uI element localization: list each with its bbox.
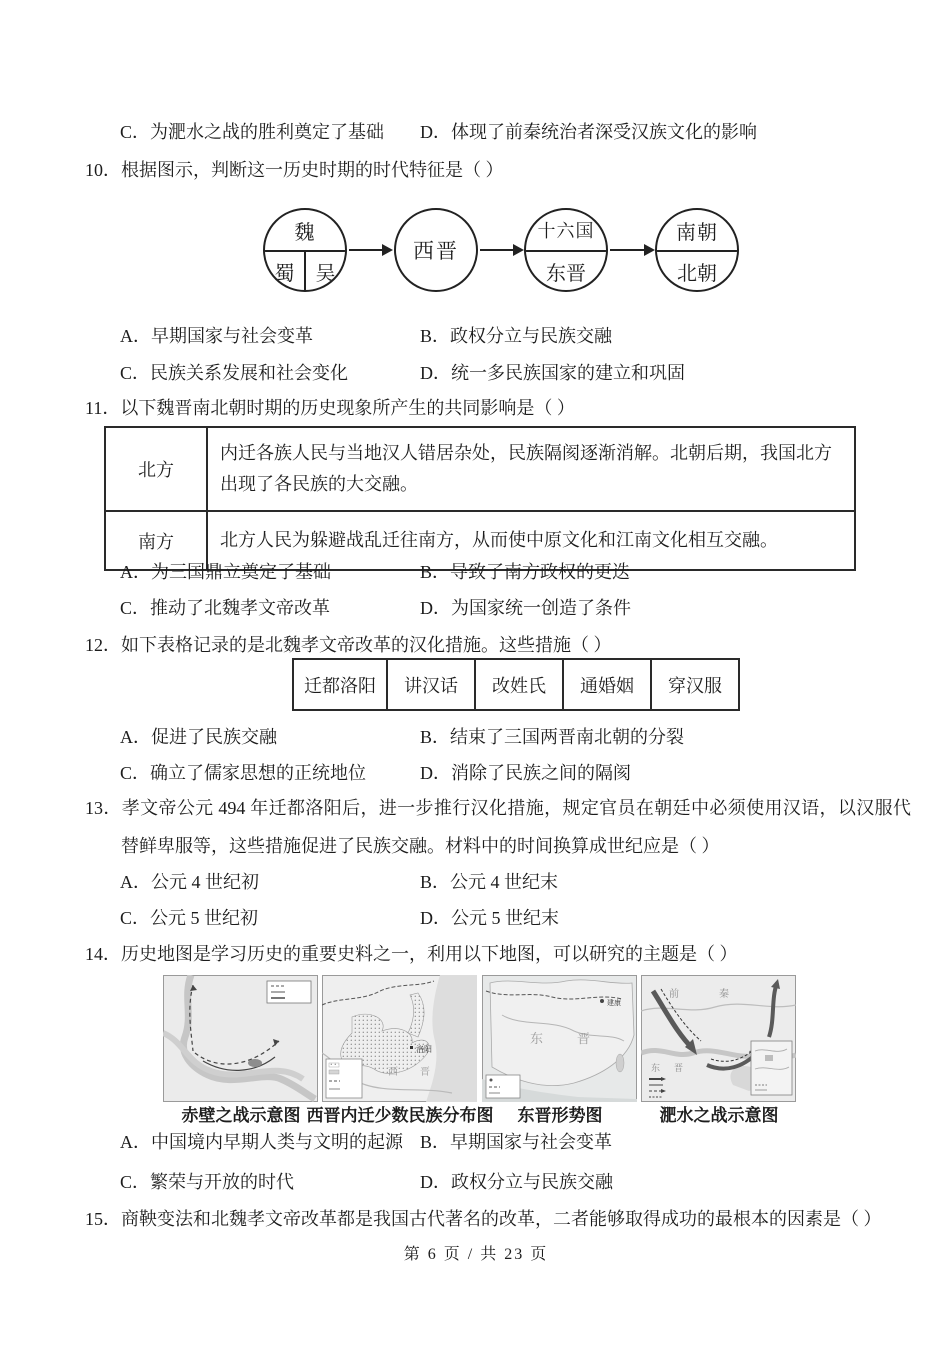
map-caption-chibi: 赤壁之战示意图 [181, 1106, 301, 1125]
question14-option-d: D．政权分立与民族交融 [420, 1172, 613, 1192]
question14-option-a: A．中国境内早期人类与文明的起源 [120, 1132, 403, 1152]
question10-option-a: A．早期国家与社会变革 [120, 326, 313, 346]
map-chibi-battle [163, 975, 318, 1102]
map-legend [267, 981, 311, 1003]
dynasty-flow-diagram [263, 208, 749, 292]
question14-stem: 14．历史地图是学习历史的重要史料之一，利用以下地图，可以研究的主题是（ ） [85, 944, 738, 964]
map-western-jin-migration [322, 975, 477, 1102]
question10-stem: 10．根据图示，判断这一历史时期的时代特征是（ ） [85, 160, 504, 180]
measure-cell: 通婚姻 [563, 659, 651, 710]
era-node-sixteen-kingdoms [524, 208, 608, 292]
era-label-wei: 魏 [294, 221, 316, 244]
era-label-wu: 吴 [315, 262, 336, 285]
question14-option-b: B．早期国家与社会变革 [420, 1132, 613, 1152]
north-south-table [104, 426, 856, 571]
map-legend [326, 1059, 362, 1098]
question13-options-row-1 [120, 868, 880, 894]
question11-option-b: B．导致了南方政权的更迭 [420, 562, 631, 582]
map-caption-eastern-jin: 东晋形势图 [517, 1106, 603, 1125]
question12-option-d: D．消除了民族之间的隔阂 [420, 763, 631, 783]
question9-option-c: C．为淝水之战的胜利奠定了基础 [120, 122, 385, 142]
question10-option-b: B．政权分立与民族交融 [420, 326, 613, 346]
question13-options-row-2 [120, 904, 880, 930]
flow-arrow-icon [480, 249, 514, 251]
north-row-text: 内迁各族人民与当地汉人错居杂处，民族隔阂逐渐消解。北朝后期，我国北方出现了各民族的大交融。 [207, 427, 855, 511]
map-label-luoyang: 洛阳 [416, 1045, 432, 1054]
table-row [293, 659, 739, 710]
question13-option-d: D．公元 5 世纪末 [420, 908, 559, 928]
question14-options-row-2 [120, 1168, 880, 1194]
question11-option-d: D．为国家统一创造了条件 [420, 598, 631, 618]
measure-cell: 穿汉服 [651, 659, 739, 710]
question10-option-c: C．民族关系发展和社会变化 [120, 363, 349, 383]
measure-cell: 讲汉话 [387, 659, 475, 710]
flow-arrow-icon [610, 249, 645, 251]
south-row-label: 南方 [105, 511, 207, 570]
era-label-northern-dynasties: 北朝 [677, 262, 717, 285]
era-label-southern-dynasties: 南朝 [676, 221, 718, 244]
question15-stem: 15．商鞅变法和北魏孝文帝改革都是我国古代著名的改革，二者能够取得成功的最根本的因素是（ ） [85, 1209, 882, 1229]
question11-options-row-2 [120, 594, 880, 620]
map-caption-western-jin: 西晋内迁少数民族分布图 [306, 1106, 494, 1125]
map-legend [486, 1075, 520, 1098]
question14-option-c: C．繁荣与开放的时代 [120, 1172, 295, 1192]
question10-options-row-2 [120, 359, 880, 385]
question12-option-b: B．结束了三国两晋南北朝的分裂 [420, 727, 685, 747]
flow-arrow-icon [349, 249, 383, 251]
map-label-eastern-jin: 东晋 [530, 1031, 625, 1046]
era-label-western-jin: 西晋 [413, 239, 459, 263]
measure-cell: 改姓氏 [475, 659, 563, 710]
map-inset [751, 1041, 792, 1095]
question13-stem: 13．孝文帝公元 494 年迁都洛阳后，进一步推行汉化措施，规定官员在朝廷中必须使用汉语，以汉服代替鲜卑服等，这些措施促进了民族交融。材料中的时间换算成世纪应是（ ） [85, 798, 911, 856]
question9-options-row [120, 118, 880, 144]
table-row [105, 427, 855, 511]
question12-stem: 12．如下表格记录的是北魏孝文帝改革的汉化措施。这些措施（ ） [85, 635, 612, 655]
question12-option-a: A．促进了民族交融 [120, 727, 277, 747]
map-label-western-jin: 西晋 [388, 1067, 452, 1078]
map-eastern-jin-situation [482, 975, 637, 1102]
north-row-label: 北方 [105, 427, 207, 511]
question11-stem: 11．以下魏晋南北朝时期的历史现象所产生的共同影响是（ ） [85, 398, 575, 418]
question12-options-row-1 [120, 723, 880, 749]
era-node-western-jin [394, 208, 478, 292]
question14-options-row-1 [120, 1128, 880, 1154]
era-label-sixteen-kingdoms: 十六国 [537, 221, 595, 241]
question11-option-c: C．推动了北魏孝文帝改革 [120, 598, 331, 618]
question11-option-a: A．为三国鼎立奠定了基础 [120, 562, 331, 582]
question13-option-a: A．公元 4 世纪初 [120, 872, 259, 892]
era-node-three-kingdoms [263, 208, 347, 292]
question9-option-d: D．体现了前秦统治者深受汉族文化的影响 [420, 122, 757, 142]
question13-option-b: B．公元 4 世纪末 [420, 872, 559, 892]
question10-option-d: D．统一多民族国家的建立和巩固 [420, 363, 685, 383]
measure-cell: 迁都洛阳 [293, 659, 387, 710]
question12-option-c: C．确立了儒家思想的正统地位 [120, 763, 367, 783]
map-feishui-battle [641, 975, 796, 1102]
question10-options-row-1 [120, 322, 880, 348]
map-caption-feishui: 淝水之战示意图 [659, 1106, 779, 1125]
question12-options-row-2 [120, 759, 880, 785]
era-node-northern-southern [655, 208, 739, 292]
south-row-text: 北方人民为躲避战乱迁往南方，从而使中原文化和江南文化相互交融。 [207, 511, 855, 570]
question11-options-row-1 [120, 558, 880, 584]
sinicization-measures-table [292, 658, 740, 711]
map-label-eastern-jin: 东晋 [651, 1063, 698, 1073]
era-label-eastern-jin: 东晋 [546, 262, 586, 285]
map-label-former-qin: 前秦 [669, 989, 769, 1000]
map-label-jiankang: 建康 [607, 999, 621, 1007]
question13-option-c: C．公元 5 世纪初 [120, 908, 259, 928]
page-number: 第 6 页 / 共 23 页 [403, 1246, 549, 1263]
era-label-shu: 蜀 [265, 252, 306, 290]
